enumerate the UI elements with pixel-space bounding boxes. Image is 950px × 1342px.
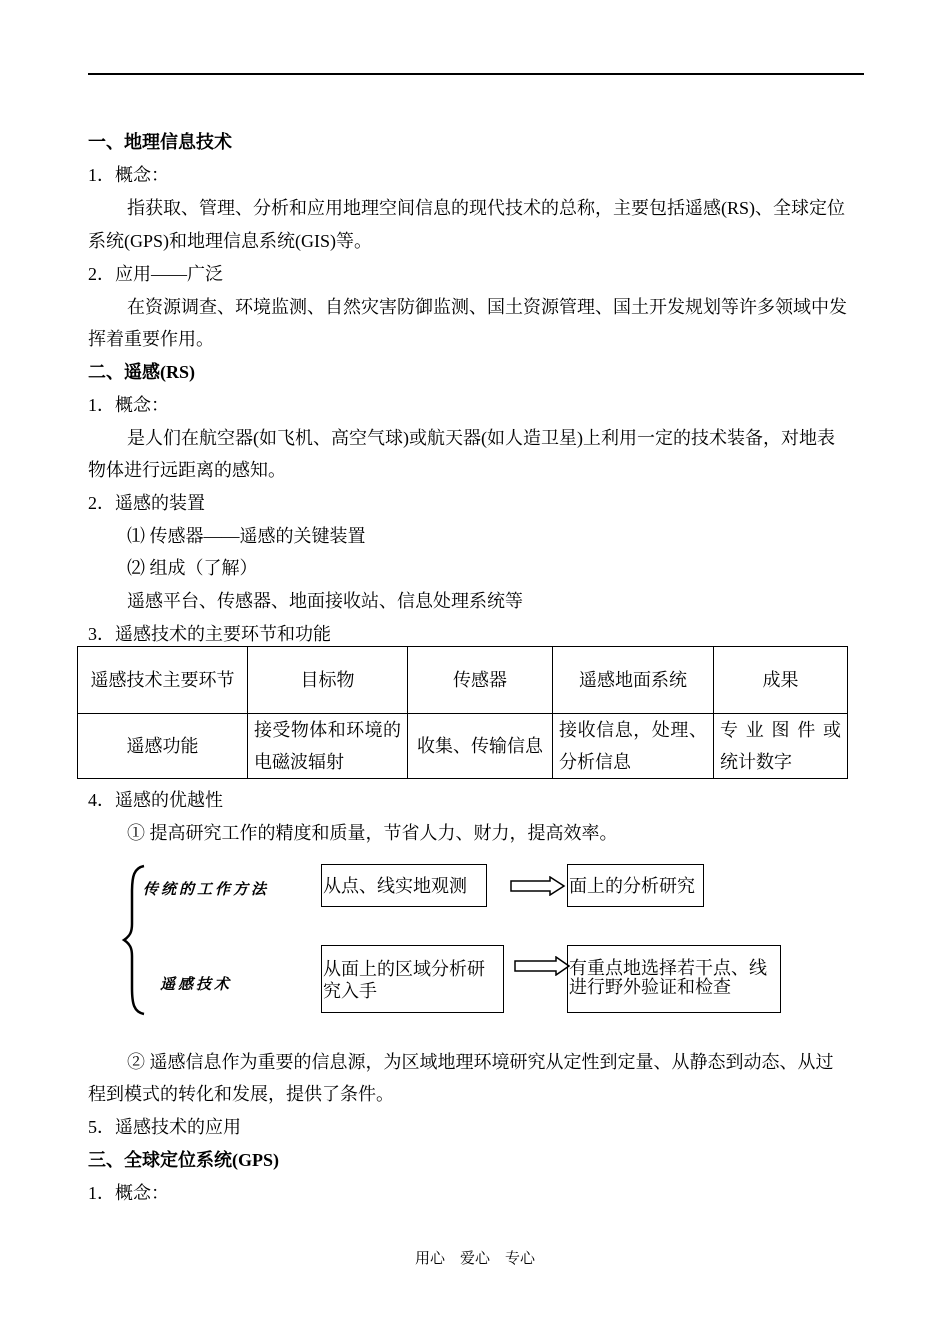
- table-cell: 接收信息，处理、分析信息: [553, 714, 714, 779]
- s1-concept-label: 1．概念：: [88, 165, 169, 185]
- rs-from-box: 从面上的区域分析研究入手: [321, 945, 504, 1013]
- s2-device-item3: 遥感平台、传感器、地面接收站、信息处理系统等: [127, 591, 523, 611]
- header-rule: [88, 73, 864, 75]
- s2-concept-line2: 物体进行远距离的感知。: [88, 460, 286, 480]
- arrow-right-icon: [514, 956, 570, 976]
- s1-application-label: 2．应用——广泛: [88, 264, 223, 284]
- table-header-cell: 目标物: [248, 647, 408, 714]
- table-header-cell: 遥感地面系统: [553, 647, 714, 714]
- rs-to-box: 有重点地选择若干点、线进行野外验证和检查: [567, 945, 781, 1013]
- s2-process-label: 3．遥感技术的主要环节和功能: [88, 624, 331, 644]
- table-header-cell: 成果: [714, 647, 848, 714]
- table-cell: 接受物体和环境的电磁波辐射: [248, 714, 408, 779]
- s1-concept-line1: 指获取、管理、分析和应用地理空间信息的现代技术的总称，主要包括遥感(RS)、全球定位: [127, 198, 846, 218]
- s1-concept-line2: 系统(GPS)和地理信息系统(GIS)等。: [88, 231, 372, 251]
- table-cell: 收集、传输信息: [408, 714, 553, 779]
- section-1-heading: 一、地理信息技术: [88, 132, 232, 152]
- s2-concept-label: 1．概念：: [88, 395, 169, 415]
- traditional-from-box: 从点、线实地观测: [321, 864, 487, 907]
- s2-advantage-item1: ① 提高研究工作的精度和质量，节省人力、财力，提高效率。: [127, 823, 618, 843]
- arrow-right-icon: [510, 876, 566, 896]
- table-cell: 专 业 图 件 或 统计数字: [714, 714, 848, 779]
- s2-application-label: 5．遥感技术的应用: [88, 1117, 241, 1137]
- s2-advantage-label: 4．遥感的优越性: [88, 790, 223, 810]
- table-header-cell: 传感器: [408, 647, 553, 714]
- section-3-heading: 三、全球定位系统(GPS): [88, 1150, 279, 1170]
- s1-application-line1: 在资源调查、环境监测、自然灾害防御监测、国土资源管理、国土开发规划等许多领域中发: [127, 297, 847, 317]
- table-header-row: [78, 647, 848, 714]
- table-cell: 遥感功能: [78, 714, 248, 779]
- rs-method-label: 遥感技术: [160, 977, 233, 993]
- s2-device-item2: ⑵ 组成（了解）: [127, 558, 258, 578]
- rs-function-table: [77, 646, 848, 779]
- s2-concept-line1: 是人们在航空器(如飞机、高空气球)或航天器(如人造卫星)上利用一定的技术装备，对地表: [127, 428, 835, 448]
- traditional-method-label: 传统的工作方法: [143, 882, 270, 898]
- table-row: [78, 714, 848, 779]
- s2-advantage-item2-line2: 程到模式的转化和发展，提供了条件。: [88, 1084, 394, 1104]
- s2-device-label: 2．遥感的装置: [88, 493, 205, 513]
- table-header-cell: 遥感技术主要环节: [78, 647, 248, 714]
- s2-advantage-item2-line1: ② 遥感信息作为重要的信息源，为区域地理环境研究从定性到定量、从静态到动态、从过: [127, 1052, 834, 1072]
- traditional-to-box: 面上的分析研究: [567, 864, 704, 907]
- s1-application-line2: 挥着重要作用。: [88, 329, 214, 349]
- section-2-heading: 二、遥感(RS): [88, 362, 195, 382]
- s2-device-item1: ⑴ 传感器——遥感的关键装置: [127, 526, 366, 546]
- page-footer: 用心 爱心 专心: [414, 1251, 535, 1267]
- s3-concept-label: 1．概念：: [88, 1183, 169, 1203]
